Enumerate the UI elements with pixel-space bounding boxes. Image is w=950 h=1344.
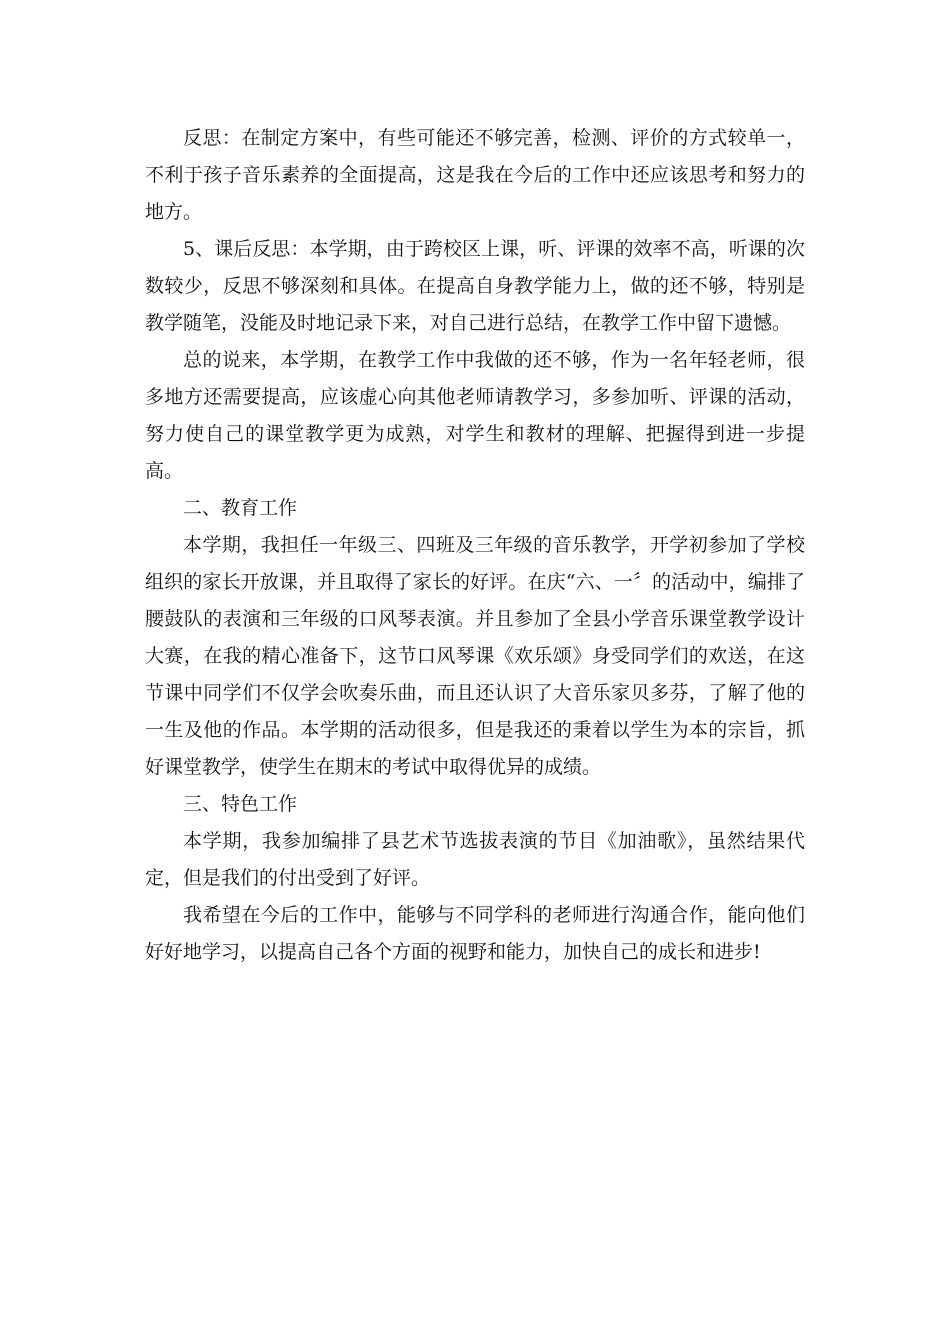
document-body (145, 120, 805, 971)
paragraph-hope: 我希望在今后的工作中，能够与不同学科的老师进行沟通合作，能向他们好好地学习，以提高自己各个方面的视野和能力，加快自己的成长和进步! (145, 904, 805, 963)
section-heading-special-work: 三、特色工作 (183, 793, 298, 815)
section-heading-education-work: 二、教育工作 (183, 497, 298, 519)
paragraph-after-class-reflection: 5、课后反思：本学期，由于跨校区上课，听、评课的效率不高，听课的次数较少，反思不够深刻和具体。在提高自身教学能力上，做的还不够，特别是教学随笔，没能及时地记录下来，对自己进行总结，在教学工作中留下遗憾。 (145, 238, 805, 334)
paragraph-summary: 总的说来，本学期，在教学工作中我做的还不够，作为一名年轻老师，很多地方还需要提高，应该虚心向其他老师请教学习，多参加听、评课的活动，努力使自己的课堂教学更为成熟，对学生和教材的理解、把握得到进一步提高。 (145, 349, 805, 482)
paragraph-special-work: 本学期，我参加编排了县艺术节选拔表演的节目《加油歌》，虽然结果代定，但是我们的付出受到了好评。 (145, 830, 805, 889)
paragraph-education-work: 本学期，我担任一年级三、四班及三年级的音乐教学，开学初参加了学校组织的家长开放课，并且取得了家长的好评。在庆“六、一〞的活动中，编排了腰鼓队的表演和三年级的口风琴表演。并且参加了全县小学音乐课堂教学设计大赛，在我的精心准备下，这节口风琴课《欢乐颂》身受同学们的欢送，在这节课中同学们不仅学会吹奏乐曲，而且还认识了大音乐家贝多芬，了解了他的一生及他的作品。本学期的活动很多，但是我还的秉着以学生为本的宗旨，抓好课堂教学，使学生在期末的考试中取得优异的成绩。 (145, 534, 805, 778)
paragraph-reflection: 反思：在制定方案中，有些可能还不够完善，检测、评价的方式较单一，不利于孩子音乐素养的全面提高，这是我在今后的工作中还应该思考和努力的地方。 (145, 127, 805, 223)
